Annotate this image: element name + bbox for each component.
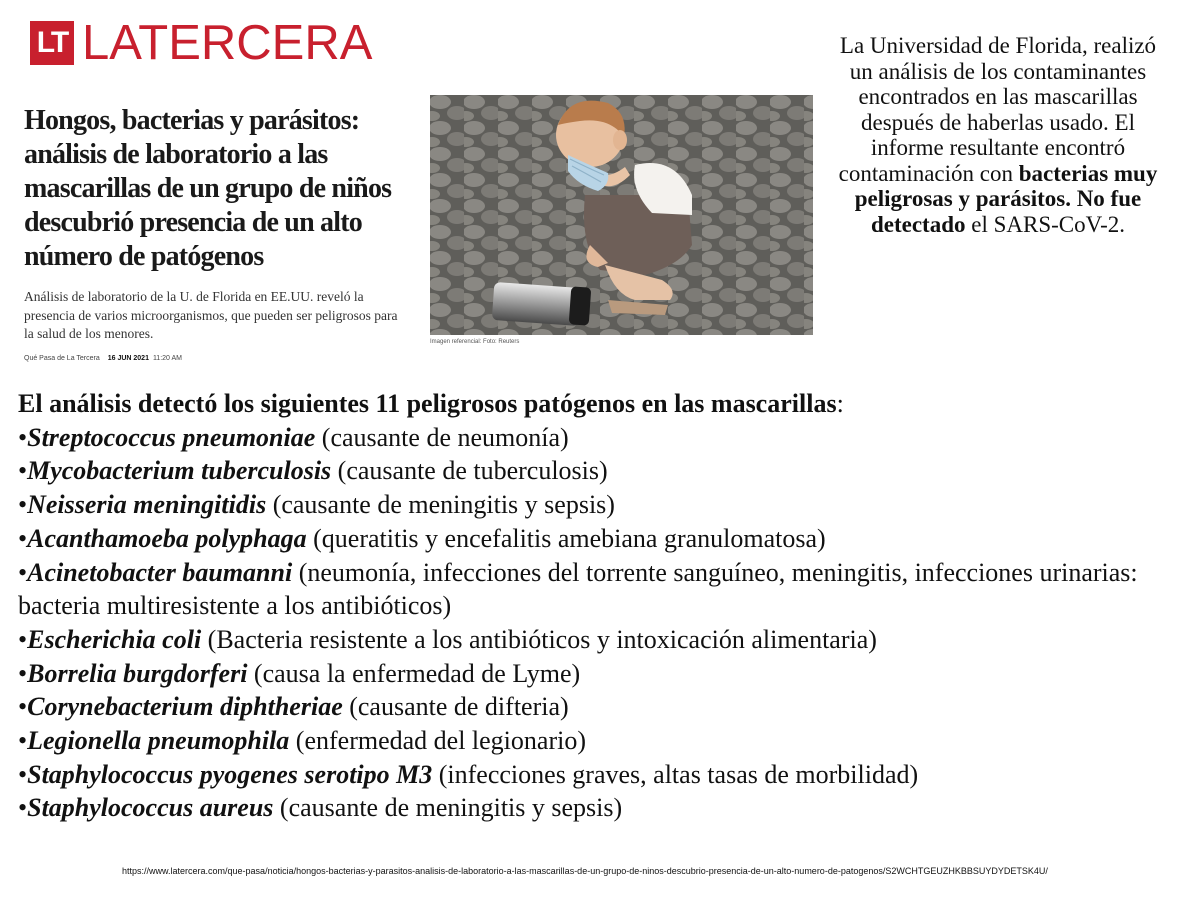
bullet-glyph: • — [18, 456, 28, 486]
article-time: 11:20 AM — [152, 355, 182, 362]
site-logo[interactable] — [30, 15, 373, 70]
article-date: 16 JUN 2021 — [107, 355, 149, 362]
bullet-glyph: • — [18, 692, 28, 722]
pathogen-item — [18, 758, 1188, 792]
pathogen-item — [18, 556, 1188, 623]
pathogen-item — [18, 657, 1188, 691]
pathogen-note: (enfermedad del legionario) — [289, 726, 586, 756]
pathogen-note: (causante de difteria) — [342, 692, 569, 722]
pathogen-species: Staphylococcus aureus — [27, 793, 274, 823]
pathogen-item — [18, 690, 1188, 724]
bullet-glyph: • — [18, 422, 28, 452]
bullet-glyph: • — [18, 557, 28, 587]
logo-mark: LT — [30, 21, 74, 65]
pathogen-note: (causante de meningitis y sepsis) — [273, 793, 623, 823]
pathogen-list — [18, 421, 1188, 825]
pathogen-intro — [18, 387, 1188, 421]
summary-bold: bacterias muy peligrosas y parásitos. No fue detectado — [854, 160, 1158, 237]
article-lede: Análisis de laboratorio de la U. de Florida en EE.UU. reveló la presencia de varios microorganismos, que pueden ser peligrosos para la salud de los menores. — [24, 289, 398, 341]
pathogen-note: (causante de tuberculosis) — [331, 456, 608, 486]
pathogen-species: Mycobacterium tuberculosis — [27, 456, 332, 486]
bullet-glyph: • — [18, 759, 28, 789]
pathogen-note: (causante de neumonía) — [315, 422, 569, 452]
article-headline: Hongos, bacterias y parásitos: análisis de laboratorio a las mascarillas de un grupo de niños descubrió presencia de un alto número de patógenos — [24, 105, 392, 272]
bullet-glyph: • — [18, 658, 28, 688]
article-photo — [430, 95, 813, 335]
pathogen-note: (neumonía, infecciones del torrente sanguíneo, meningitis, infecciones urinarias: bacteria multiresistente a los antibióticos) — [18, 557, 1138, 621]
pathogen-species: Neisseria meningitidis — [27, 490, 267, 520]
pathogen-section — [18, 387, 1188, 825]
pathogen-item — [18, 421, 1188, 455]
pathogen-species: Streptococcus pneumoniae — [27, 422, 316, 452]
pathogen-item — [18, 522, 1188, 556]
pathogen-item — [18, 488, 1188, 522]
article-meta — [24, 355, 182, 362]
pathogen-note: (queratitis y encefalitis amebiana granulomatosa) — [306, 523, 826, 553]
pathogen-species: Legionella pneumophila — [27, 726, 290, 756]
bullet-glyph: • — [18, 726, 28, 756]
bullet-glyph: • — [18, 624, 28, 654]
summary-text — [828, 33, 1168, 237]
pathogen-note: (infecciones graves, altas tasas de morbilidad) — [432, 759, 919, 789]
summary-plain: La Universidad de Florida, realizó un análisis de los contaminantes encontrados en las mascarillas después de haberlas usado. El informe resultante encontró contaminación con — [838, 33, 1157, 186]
pathogen-item — [18, 623, 1188, 657]
summary-plain-end: el SARS-CoV-2. — [965, 211, 1126, 237]
logo-text: LATERCERA — [82, 15, 373, 70]
pathogen-species: Staphylococcus pyogenes serotipo M3 — [27, 759, 433, 789]
pathogen-item — [18, 791, 1188, 825]
bullet-glyph: • — [18, 793, 28, 823]
pathogen-item — [18, 454, 1188, 488]
child-with-mask-illustration — [430, 95, 813, 335]
article-section: Qué Pasa de La Tercera — [24, 355, 100, 362]
pathogen-species: Acinetobacter baumanni — [27, 557, 293, 587]
pathogen-note: (causante de meningitis y sepsis) — [266, 490, 615, 520]
pathogen-item — [18, 724, 1188, 758]
pathogen-note: (causa la enfermedad de Lyme) — [247, 658, 581, 688]
pathogen-intro-colon: : — [836, 389, 844, 418]
pathogen-note: (Bacteria resistente a los antibióticos y intoxicación alimentaria) — [201, 624, 877, 654]
pathogen-species: Acanthamoeba polyphaga — [27, 523, 307, 553]
pathogen-species: Corynebacterium diphtheriae — [27, 692, 343, 722]
pathogen-species: Borrelia burgdorferi — [27, 658, 248, 688]
pathogen-intro-text: El análisis detectó los siguientes 11 peligrosos patógenos en las mascarillas — [18, 389, 837, 418]
pathogen-species: Escherichia coli — [27, 624, 202, 654]
bullet-glyph: • — [18, 490, 28, 520]
bullet-glyph: • — [18, 523, 28, 553]
source-url[interactable]: https://www.latercera.com/que-pasa/noticia/hongos-bacterias-y-parasitos-analisis-de-laboratorio-a-las-mascarillas-de-un-grupo-de-ninos-descubrio-presencia-de-un-alto-numero-de-patogenos/S2WCHTGEUZHKBBSUYDYDETSK4U/ — [122, 866, 1048, 876]
photo-caption: Imagen referencial: Foto: Reuters — [430, 339, 520, 345]
